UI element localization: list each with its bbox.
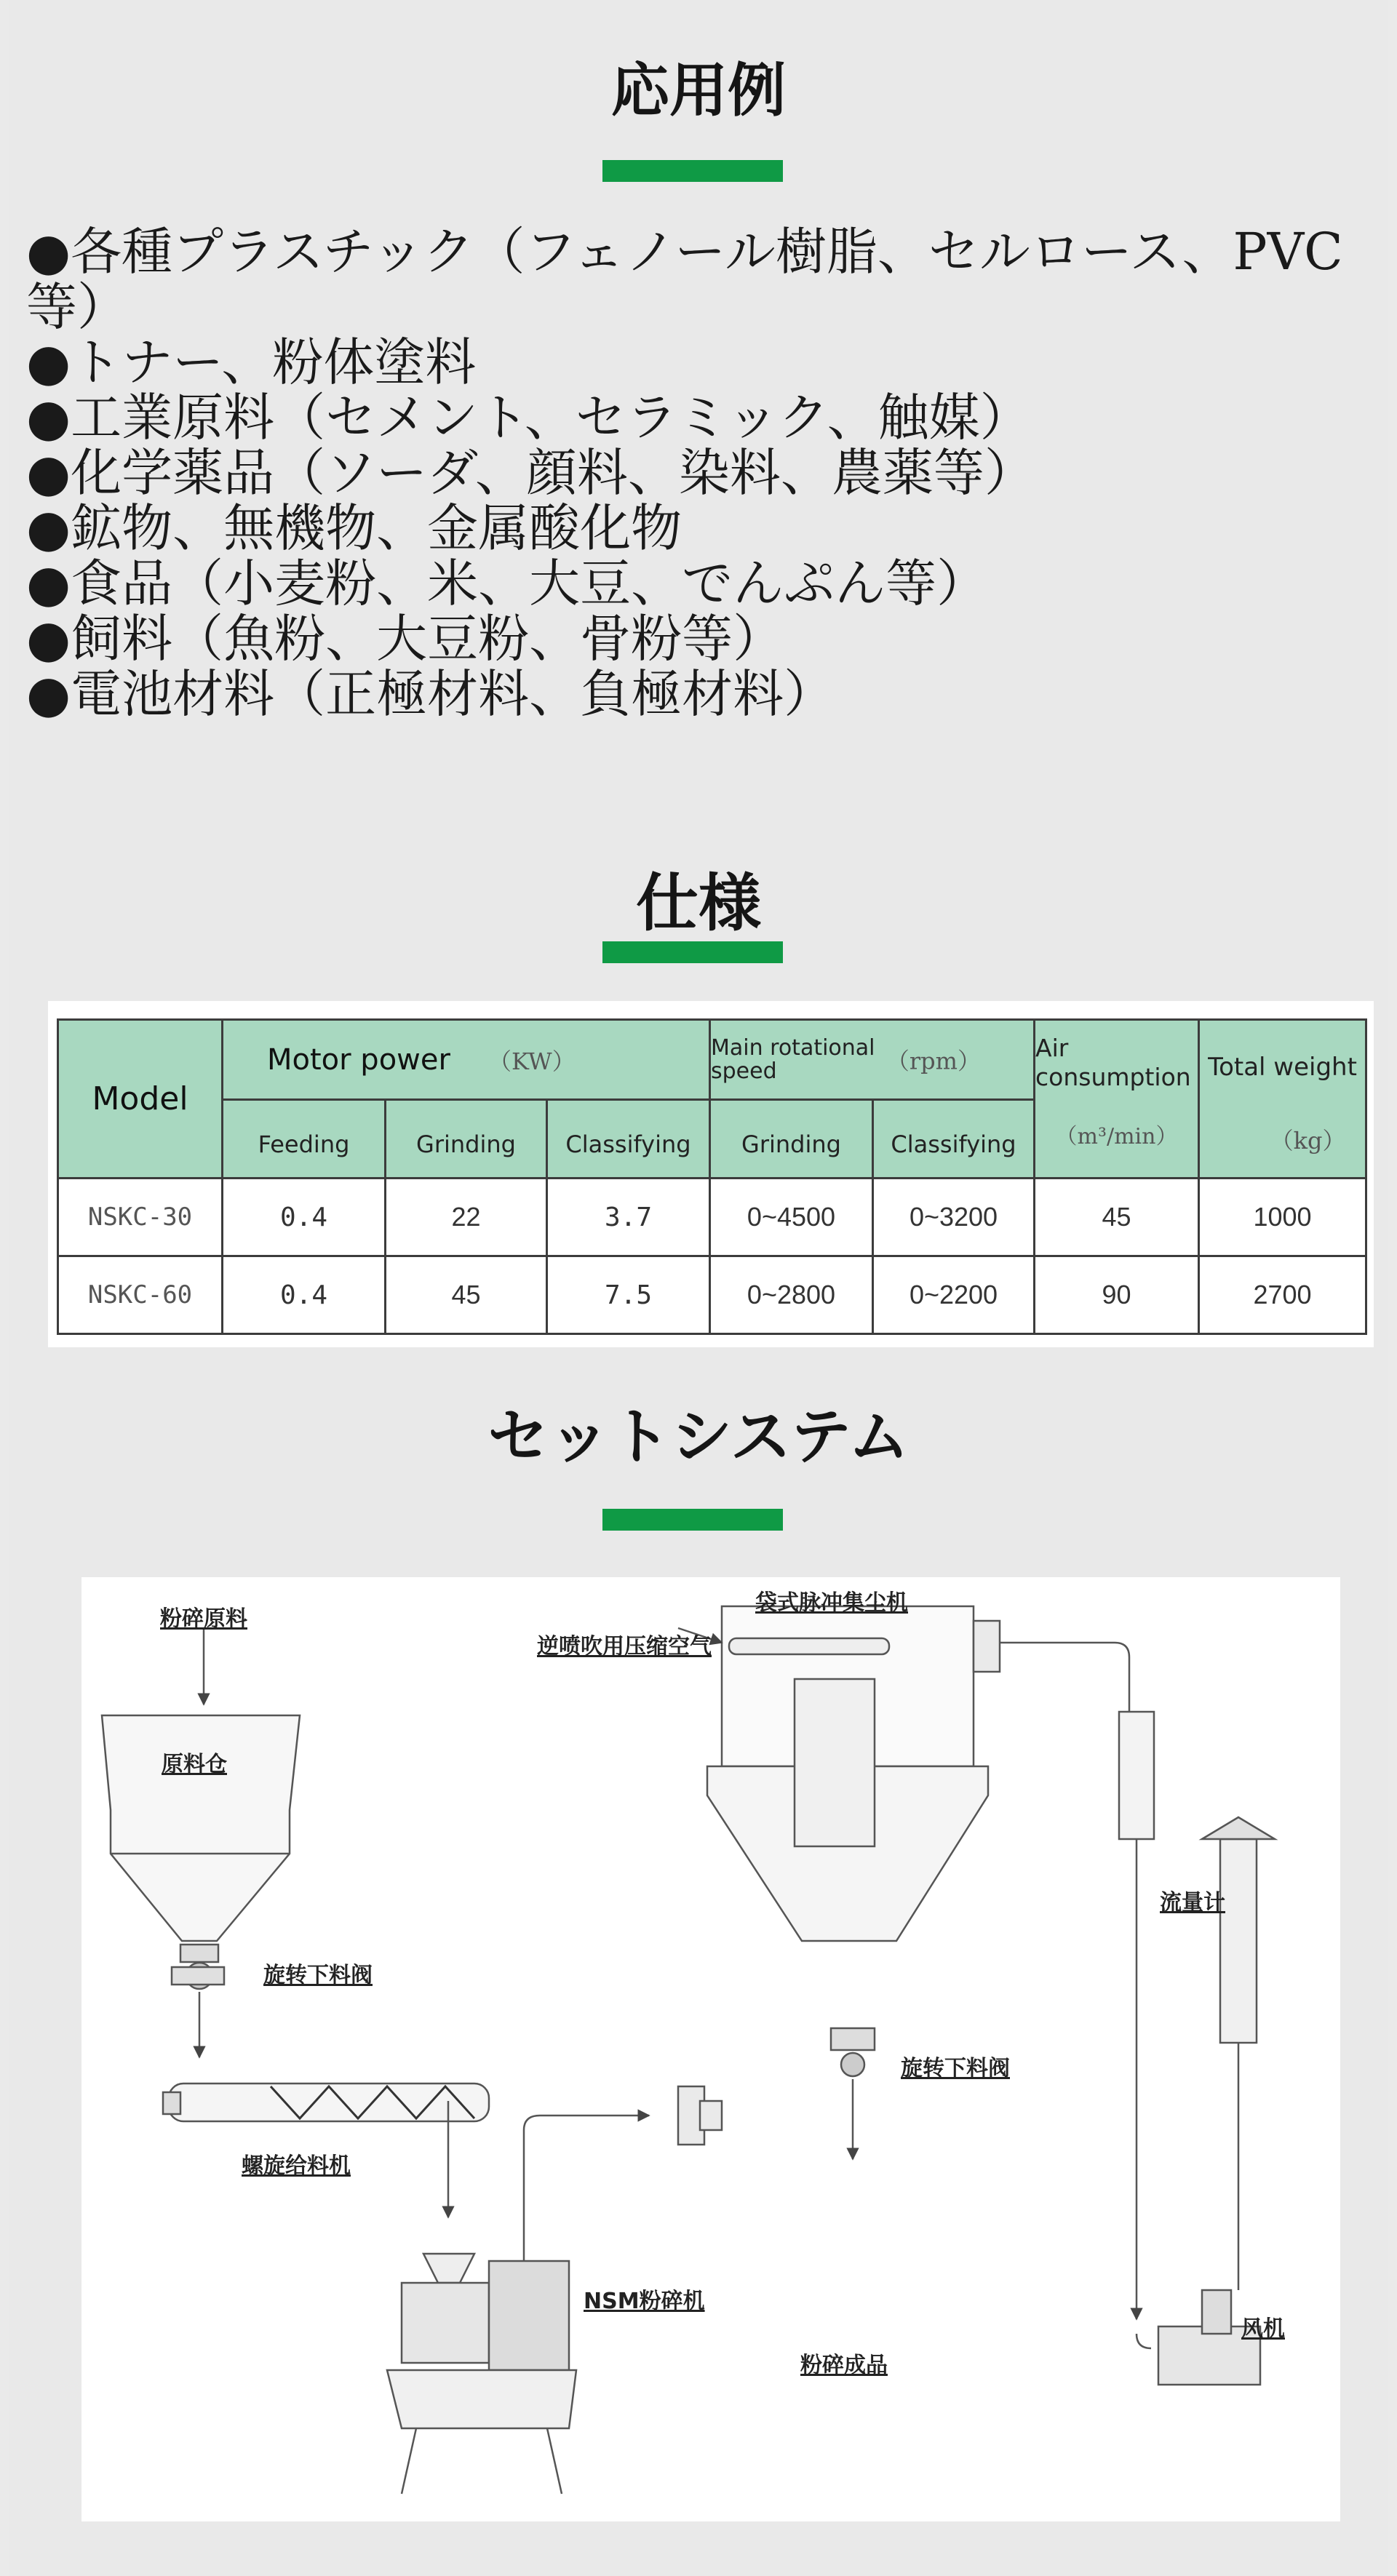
total-weight-unit: （kg） xyxy=(1270,1127,1346,1155)
mill-hopper xyxy=(423,2254,474,2283)
chimney xyxy=(1220,1839,1257,2043)
list-item: ●電池材料（正極材料、負極材料） xyxy=(26,664,835,724)
label-raw-material: 粉碎原料 xyxy=(160,1606,247,1632)
label-product: 粉碎成品 xyxy=(800,2353,888,2378)
sub-header-grinding: Grinding xyxy=(386,1100,547,1179)
list-item: ●化学薬品（ソーダ、顔料、染料、農薬等） xyxy=(26,443,1035,503)
sub-header-classifying: Classifying xyxy=(547,1100,710,1179)
process-diagram xyxy=(81,1577,1340,2521)
label-rotary-valve-1: 旋转下料阀 xyxy=(263,1963,373,1988)
list-item: ●食品（小麦粉、米、大豆、でんぷん等） xyxy=(26,554,988,613)
table-row xyxy=(58,1179,1366,1256)
cell-model: NSKC-30 xyxy=(58,1179,223,1256)
cell-classifying: 7.5 xyxy=(547,1256,710,1334)
flow-meter-shape xyxy=(1119,1712,1154,1839)
spec-table-card xyxy=(48,1001,1374,1347)
rotary-valve-1-body xyxy=(180,1945,218,1962)
total-weight-label: Total weight xyxy=(1208,1053,1357,1082)
applications-title: 応用例 xyxy=(611,56,786,124)
title-underline xyxy=(602,160,783,182)
filter-outlet xyxy=(974,1621,1000,1672)
cell-feeding: 0.4 xyxy=(223,1256,386,1334)
air-consumption-header xyxy=(1035,1020,1199,1179)
total-weight-header xyxy=(1199,1020,1366,1179)
sub-header-speed-classifying: Classifying xyxy=(873,1100,1035,1179)
list-item: ●工業原料（セメント、セラミック、触媒） xyxy=(26,388,1031,447)
screw-feeder-shape xyxy=(169,2083,489,2121)
title-underline xyxy=(602,941,783,963)
cell-feeding: 0.4 xyxy=(223,1179,386,1256)
bag-filter-door xyxy=(795,1679,875,1846)
title-underline xyxy=(602,1509,783,1531)
label-rotary-valve-2: 旋转下料阀 xyxy=(901,2056,1010,2081)
sub-header-feeding: Feeding xyxy=(223,1100,386,1179)
applications-list xyxy=(26,224,1380,722)
label-screw-feeder: 螺旋给料机 xyxy=(242,2153,351,2179)
label-mill: NSM粉碎机 xyxy=(584,2289,705,2314)
label-flow-meter: 流量计 xyxy=(1160,1890,1225,1915)
cell-speed-grinding: 0~4500 xyxy=(710,1179,873,1256)
motor-power-header xyxy=(223,1020,710,1100)
process-diagram-svg xyxy=(81,1577,1340,2521)
table-row xyxy=(58,1256,1366,1334)
rotational-speed-unit: （rpm） xyxy=(885,1047,981,1075)
air-consumption-unit: （m³/min） xyxy=(1055,1124,1178,1149)
model-header: Model xyxy=(58,1020,223,1179)
cell-weight: 2700 xyxy=(1199,1256,1366,1334)
label-raw-bin: 原料仓 xyxy=(162,1752,227,1777)
rotational-speed-label: Main rotational speed xyxy=(711,1035,875,1084)
cell-model: NSKC-60 xyxy=(58,1256,223,1334)
rotational-speed-header xyxy=(710,1020,1035,1100)
label-fan: 风机 xyxy=(1241,2316,1285,2342)
sub-header-speed-grinding: Grinding xyxy=(710,1100,873,1179)
label-bag-filter: 袋式脉冲集尘机 xyxy=(755,1590,908,1616)
rotary-valve-2-body xyxy=(831,2028,875,2050)
spec-title: 仕様 xyxy=(636,866,761,940)
air-consumption-label: Air consumption xyxy=(1035,1034,1191,1091)
cell-weight: 1000 xyxy=(1199,1179,1366,1256)
cell-air: 90 xyxy=(1035,1256,1199,1334)
cell-speed-classifying: 0~2200 xyxy=(873,1256,1035,1334)
cell-classifying: 3.7 xyxy=(547,1179,710,1256)
reverse-air-pipe xyxy=(729,1638,889,1654)
list-item: ●トナー、粉体塗料 xyxy=(26,332,477,392)
motor-power-unit: （KW） xyxy=(488,1047,576,1075)
spec-table xyxy=(57,1018,1367,1335)
label-reverse-air: 逆喷吹用压缩空气 xyxy=(537,1634,712,1659)
mill-body-left xyxy=(402,2283,489,2363)
motor-power-label: Motor power xyxy=(267,1042,450,1077)
system-title: セットシステム xyxy=(487,1401,910,1472)
cell-speed-classifying: 0~3200 xyxy=(873,1179,1035,1256)
list-item: ●飼料（魚粉、大豆粉、骨粉等） xyxy=(26,609,784,669)
cell-air: 45 xyxy=(1035,1179,1199,1256)
cell-grinding: 45 xyxy=(386,1256,547,1334)
list-item: ●各種プラスチック（フェノール樹脂、セルロース、PVC等） xyxy=(26,222,1343,337)
list-item: ●鉱物、無機物、金属酸化物 xyxy=(26,498,682,558)
cell-speed-grinding: 0~2800 xyxy=(710,1256,873,1334)
mill-body-right xyxy=(489,2261,569,2370)
cell-grinding: 22 xyxy=(386,1179,547,1256)
